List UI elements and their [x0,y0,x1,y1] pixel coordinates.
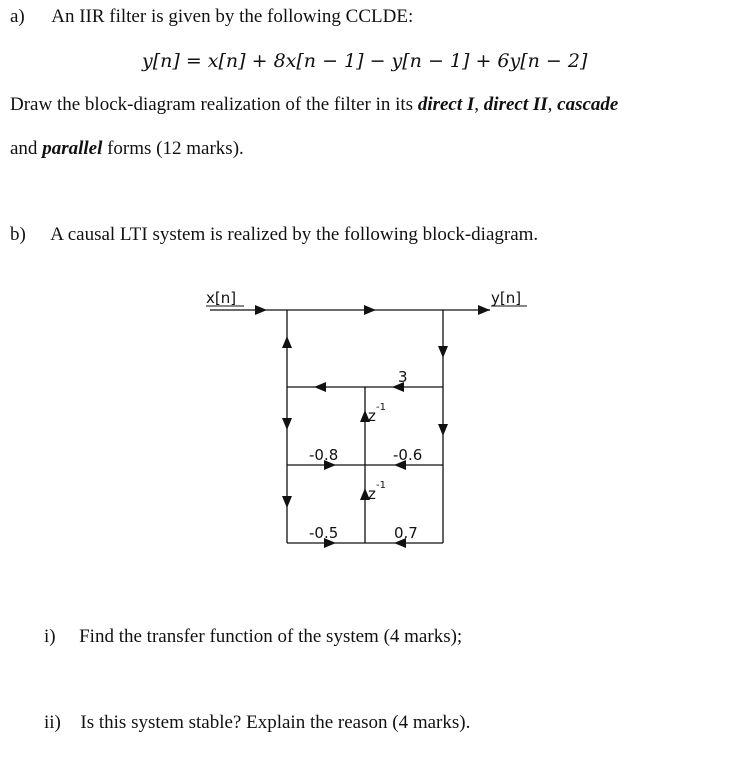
question-i-label: i) [44,626,56,647]
form-cascade: cascade [557,94,619,115]
arrow-main [364,305,376,315]
coef-bot-left: -0.5 [309,524,339,542]
part-a-label: a) [10,6,25,27]
question-ii [44,712,470,734]
part-a-intro: An IIR filter is given by the following CCLDE: [51,6,414,27]
form-parallel: parallel [42,138,103,159]
part-b-intro: A causal LTI system is realized by the following block-diagram. [50,224,539,245]
arrow-right-down-1 [438,346,448,358]
arrow-left-down-2 [282,496,292,508]
question-ii-text: Is this system stable? Explain the reason (4 marks). [80,712,471,733]
question-i [44,626,462,648]
arrow-left-up [282,336,292,348]
form-direct-2: direct II [483,94,548,115]
arrow-right-down-2 [438,424,448,436]
coef-bot-right: 0.7 [394,524,418,542]
delay-1-exp: -1 [376,402,386,413]
difference-equation: y[n] = x[n] + 8x[n − 1] − y[n − 1] + 6y[n − 2] [142,50,588,72]
part-a-task-line2: and parallel forms (12 marks). [10,138,244,159]
part-b-label: b) [10,224,26,245]
output-label: y[n] [491,289,522,307]
arrow-top-left [314,382,326,392]
question-i-text: Find the transfer function of the system (4 marks); [79,626,463,647]
arrow-left-down-1 [282,418,292,430]
part-a-task-line1: Draw the block-diagram realization of the filter in its direct I, direct II, cascade [10,94,619,115]
coef-top: 3 [398,368,408,386]
task-text: Draw the block-diagram realization of the filter in its [10,94,418,115]
form-direct-1: direct I [417,94,475,115]
delay-1-base: z [368,407,376,425]
delay-2-base: z [368,485,376,503]
arrow-input [255,305,267,315]
coef-mid-left: -0.8 [309,446,339,464]
coef-mid-right: -0.6 [393,446,423,464]
arrow-output [478,305,490,315]
delay-2-exp: -1 [376,480,386,491]
input-label: x[n] [206,289,237,307]
question-ii-label: ii) [44,712,61,733]
